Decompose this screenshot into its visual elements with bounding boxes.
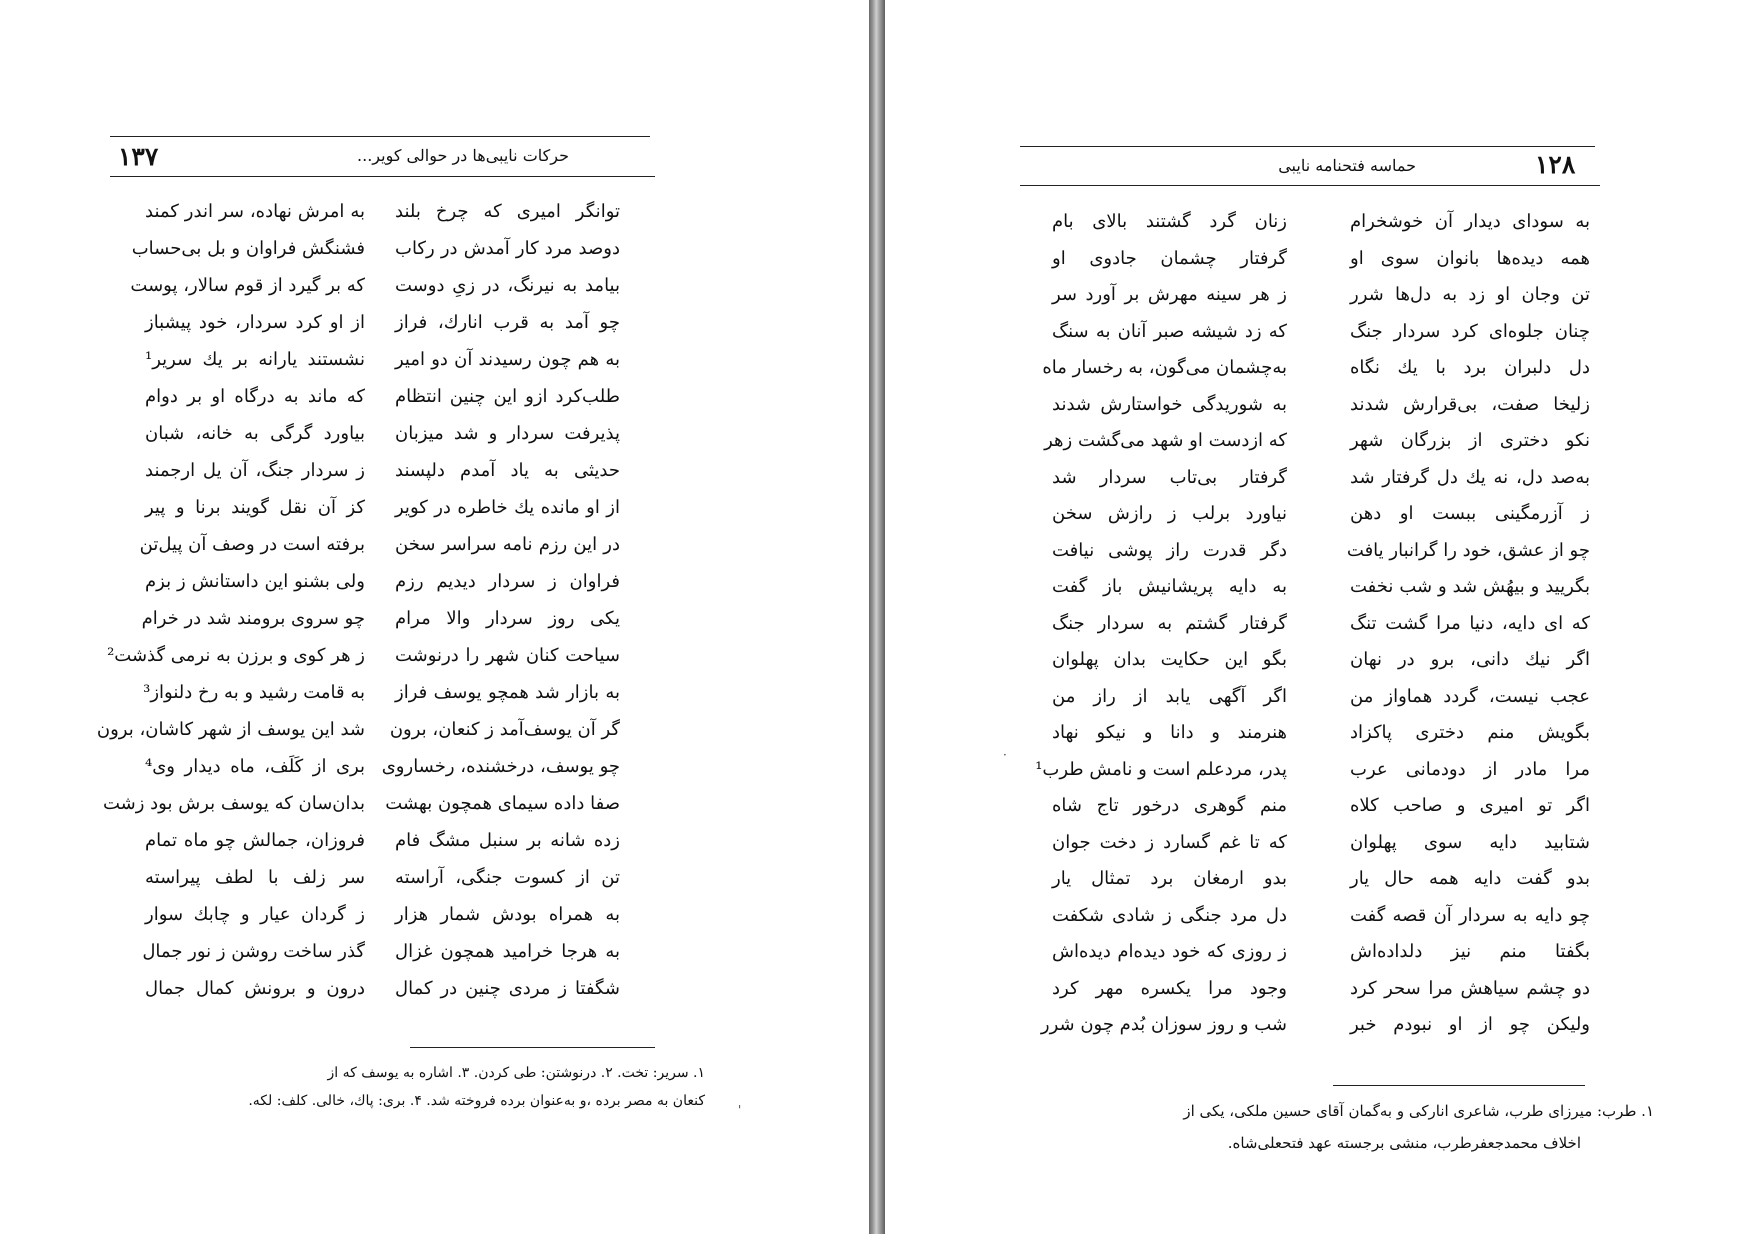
verse-hemistich: دگر قدرت راز پوشی نیافت [1052,539,1287,561]
verse-hemistich: ولی بشنو این داستانش ز بزم [145,571,365,592]
book-gutter [869,0,885,1234]
header-rule-bottom [1020,185,1600,186]
verse-hemistich: نشستند یارانه بر یك سریر¹ [145,349,365,370]
verse-hemistich: تن از کسوت جنگی، آراسته [395,867,620,888]
verse-hemistich: ز گردان عیار و چابك سوار [145,904,365,925]
verse-hemistich: بیاورد گرگی به خانه، شبان [145,423,365,444]
verse-hemistich: به همراه بودش شمار هزار [395,904,620,925]
verse-hemistich: ز روزی که خود دیده‌ام دیده‌اش [1052,941,1287,962]
verse-hemistich: دوصد مرد کار آمدش در رکاب [395,238,620,259]
verse-hemistich: به هرجا خرامید همچون غزال [395,941,620,962]
verse-hemistich: عجب نیست، گردد هماواز من [1350,685,1590,707]
page-number: ۱۳۷ [118,142,159,171]
verse-hemistich: به‌چشمان می‌گون، به رخسار ماه [1042,357,1287,378]
verse-hemistich: ز هر سینه مهرش بر آورد سر [1052,284,1287,305]
verse-hemistich: بدو گفت دایه همه حال یار [1350,868,1590,889]
verse-hemistich: اگر نیك دانی، برو در نهان [1350,649,1590,670]
verse-hemistich: اگر تو امیری و صاحب کلاه [1350,795,1590,816]
verse-hemistich: چو دایه به سردار آن قصه گفت [1350,904,1590,926]
verse-hemistich: سیاحت کنان شهر را درنوشت [395,645,620,666]
verse-hemistich: یکی روز سردار والا مرام [395,608,620,629]
verse-hemistich: از او کرد سردار، خود پیشباز [145,312,365,333]
verse-hemistich: شب و روز سوزان بُدم چون شرر [1040,1014,1287,1035]
footnote-line: کنعان به مصر برده ،و به‌عنوان برده فروخته شد. ۴. بری: پاك، خالی. کلف: لکه. [248,1093,705,1109]
verse-hemistich: زنان گرد گشتند بالای بام [1052,211,1287,232]
verse-hemistich: که تا غم گسارد ز دخت جوان [1052,831,1287,853]
verse-hemistich: همه دیده‌ها بانوان سوی او [1350,247,1590,269]
verse-hemistich: بگفتا منم نیز دلداده‌اش [1350,941,1590,962]
footnote-line: اخلاف محمدجعفرطرب، منشی برجسته عهد فتحعلی‌شاه. [1227,1134,1581,1152]
verse-hemistich: چو یوسف، درخشنده، رخساروی [381,756,620,777]
verse-hemistich: زده شانه بر سنبل مشگ فام [395,830,620,851]
verse-hemistich: که ای دایه، دنیا مرا گشت تنگ [1350,612,1590,634]
header-rule-top [110,136,650,137]
verse-hemistich: بگریید و بیهُش شد و شب نخفت [1350,576,1590,597]
verse-hemistich: چو سروی برومند شد در خرام [141,608,365,629]
verse-hemistich: گرفتار بی‌تاب سردار شد [1052,466,1287,488]
verse-hemistich: دل دلبران برد با یك نگاه [1350,357,1590,378]
verse-hemistich: اگر آگهی یابد از راز من [1052,685,1287,707]
verse-hemistich: درون و برونش کمال جمال [145,978,365,999]
left-page [0,0,869,1234]
verse-hemistich: ز سردار جنگ، آن یل ارجمند [145,460,365,481]
page-number: ۱۲۸ [1535,150,1576,179]
verse-hemistich: گرفتار گشتم به سردار جنگ [1052,612,1287,634]
verse-hemistich: منم گوهری درخور تاج شاه [1052,795,1287,816]
verse-hemistich: چو آمد به قرب انارك، فراز [395,312,620,333]
right-page [885,0,1744,1234]
verse-hemistich: به امرش نهاده، سر اندر کمند [145,201,365,222]
verse-hemistich: بدان‌سان که یوسف برش بود زشت [102,793,365,814]
header-rule-top [1020,146,1595,147]
verse-hemistich: زلیخا صفت، بی‌قرارش شدند [1350,393,1590,415]
verse-hemistich: شتابید دایه سوی پهلوان [1350,831,1590,853]
verse-hemistich: طلب‌کرد ازو این چنین انتظام [395,386,620,407]
verse-hemistich: ز هر کوی و برزن به نرمی گذشت² [107,645,365,666]
verse-hemistich: به هم چون رسیدند آن دو امیر [395,349,620,370]
verse-hemistich: فروزان، جمالش چو ماه تمام [145,830,365,851]
verse-hemistich: بری از کَلَف، ماه دیدار وی⁴ [145,756,365,777]
verse-hemistich: مرا مادر از دودمانی عرب [1350,758,1590,780]
footnote-line: ۱. طرب: میرزای طرب، شاعری انارکی و به‌گمان آقای حسین ملکی، یکی از [1183,1102,1654,1120]
verse-hemistich: ز آزرمگینی ببست او دهن [1350,503,1590,524]
verse-hemistich: هنرمند و دانا و نیکو نهاد [1052,722,1287,743]
footnote-rule [1333,1085,1585,1086]
verse-hemistich: به بازار شد همچو یوسف فراز [395,682,620,703]
footnote-rule [410,1047,655,1048]
verse-hemistich: که ازدست او شهد می‌گشت زهر [1044,430,1287,451]
verse-hemistich: بیامد به نیرنگ، در زیِ دوست [395,275,620,296]
verse-hemistich: گر آن یوسف‌آمد ز کنعان، برون [389,719,620,740]
verse-hemistich: به‌صد دل، نه یك دل گرفتار شد [1350,466,1590,488]
header-rule-bottom [110,176,655,177]
verse-hemistich: پذیرفت سردار و شد میزبان [395,423,620,444]
verse-hemistich: که زد شیشه صبر آنان به سنگ [1052,320,1287,342]
verse-hemistich: دل مرد جنگی ز شادی شکفت [1052,904,1287,926]
verse-hemistich: از او مانده یك خاطره در کویر [395,497,620,518]
verse-hemistich: که ماند به درگاه او بر دوام [145,386,365,407]
verse-hemistich: برفته است در وصف آن پیل‌تن [139,534,365,555]
verse-hemistich: به شوریدگی خواستارش شدند [1052,393,1287,415]
verse-hemistich: به دایه پریشانیش باز گفت [1052,576,1287,597]
footnote-line: ۱. سریر: تخت. ۲. درنوشتن: طی کردن. ۳. اشاره به یوسف که از [327,1065,705,1081]
verse-hemistich: چنان جلوه‌ای کرد سردار جنگ [1350,320,1590,342]
verse-hemistich: نکو دختری از بزرگان شهر [1350,430,1590,451]
verse-hemistich: بدو ارمغان برد تمثال یار [1052,868,1287,889]
verse-hemistich: فراوان ز سردار دیدیم رزم [395,571,620,592]
verse-hemistich: سر زلف با لطف پیراسته [145,867,365,888]
verse-hemistich: گذر ساخت روشن ز نور جمال [142,941,365,962]
verse-hemistich: گرفتار چشمان جادوی او [1052,247,1287,269]
verse-hemistich: شد این یوسف از شهر کاشان، برون [96,719,365,740]
verse-hemistich: به قامت رشید و به رخ دلنواز³ [143,682,365,703]
verse-hemistich: ولیکن چو از او نبودم خبر [1350,1014,1590,1035]
running-head: حرکات نایبی‌ها در حوالی کویر... [357,146,569,165]
verse-hemistich: کز آن نقل گویند برنا و پیر [145,497,365,518]
verse-hemistich: وجود مرا یکسره مهر کرد [1052,977,1287,999]
verse-hemistich: که بر گیرد از قوم سالار، پوست [130,275,365,296]
verse-hemistich: حدیثی به یاد آمدم دلپسند [395,460,620,481]
verse-hemistich: صفا داده سیمای همچون بهشت [385,793,620,814]
verse-hemistich: دو چشم سیاهش مرا سحر کرد [1350,977,1590,999]
verse-hemistich: نیاورد برلب ز رازش سخن [1052,503,1287,524]
verse-hemistich: فشنگش فراوان و بل بی‌حساب [131,238,365,259]
running-head: حماسه فتحنامه نایبی [1278,156,1416,175]
verse-hemistich: تن وجان او زد به دل‌ها شرر [1350,284,1590,305]
verse-hemistich: چو از عشق، خود را گرانبار یافت [1346,539,1590,561]
verse-hemistich: توانگر امیری که چرخ بلند [395,201,620,222]
verse-hemistich: بگویش منم دختری پاکزاد [1350,722,1590,743]
verse-hemistich: در این رزم نامه سراسر سخن [395,534,620,555]
verse-hemistich: به سودای دیدار آن خوشخرام [1350,211,1590,232]
margin-mark: ' [738,1103,742,1117]
verse-hemistich: بگو این حکایت بدان پهلوان [1052,649,1287,670]
margin-mark: · [1003,748,1007,762]
verse-hemistich: شگفتا ز مردی چنین در کمال [395,978,620,999]
verse-hemistich: پدر، مردعلم است و نامش طرب¹ [1035,758,1287,780]
